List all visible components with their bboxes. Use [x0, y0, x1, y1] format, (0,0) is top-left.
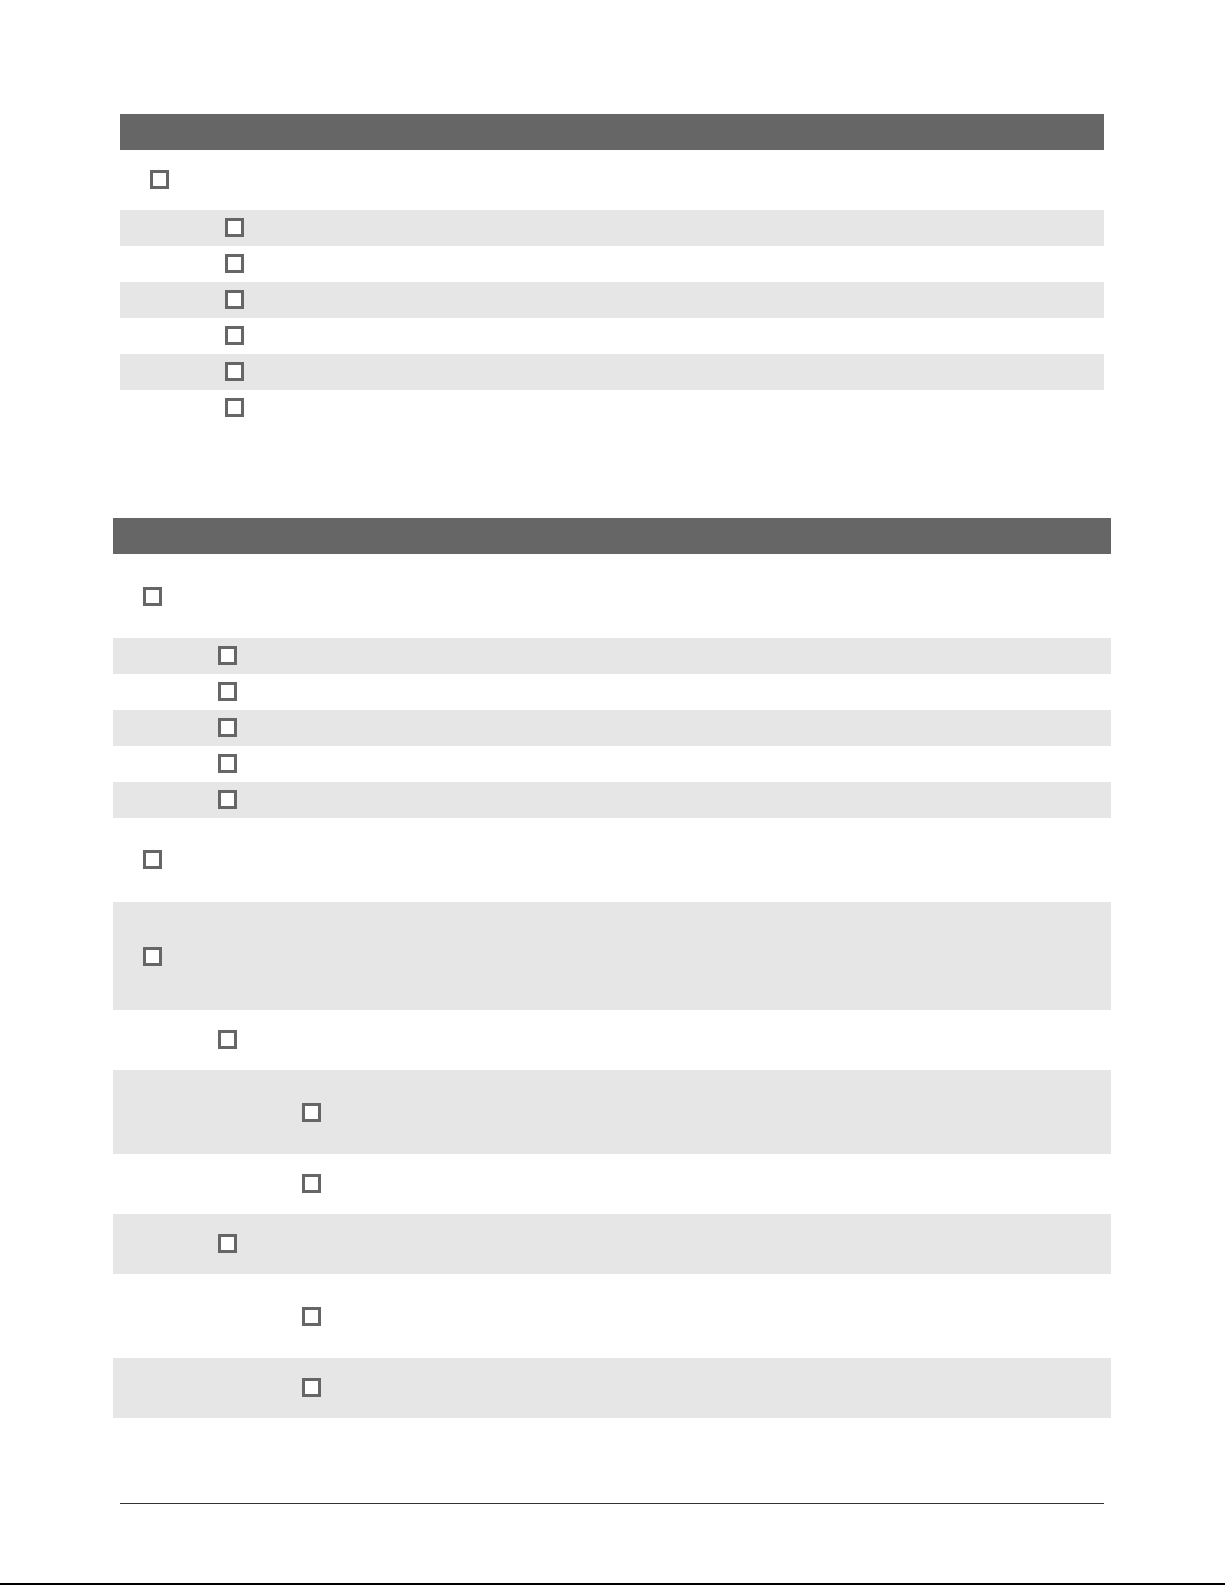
checkbox-icon[interactable] — [150, 170, 169, 189]
checkbox-icon[interactable] — [225, 290, 244, 309]
checklist-row — [120, 210, 1104, 246]
checklist-row — [113, 1274, 1111, 1358]
checkbox-icon[interactable] — [302, 1103, 321, 1122]
checklist-row — [120, 246, 1104, 282]
checklist-row — [113, 1070, 1111, 1154]
checklist-row — [113, 818, 1111, 902]
checklist-row — [113, 554, 1111, 638]
checklist-row — [113, 1358, 1111, 1418]
checkbox-icon[interactable] — [225, 254, 244, 273]
checkbox-icon[interactable] — [225, 218, 244, 237]
checklist-row — [113, 710, 1111, 746]
checklist-row — [120, 318, 1104, 354]
checklist-row — [113, 638, 1111, 674]
checklist-row — [113, 902, 1111, 1010]
checklist-row — [113, 746, 1111, 782]
checkbox-icon[interactable] — [225, 398, 244, 417]
checklist-row — [113, 1214, 1111, 1274]
checklist-row — [113, 674, 1111, 710]
footer-divider — [120, 1503, 1104, 1504]
checklist-row — [113, 1154, 1111, 1214]
checkbox-icon[interactable] — [143, 587, 162, 606]
checkbox-icon[interactable] — [218, 718, 237, 737]
section-2-header — [113, 518, 1111, 554]
checklist-row — [113, 782, 1111, 818]
checkbox-icon[interactable] — [302, 1174, 321, 1193]
checkbox-icon[interactable] — [225, 326, 244, 345]
checkbox-icon[interactable] — [143, 947, 162, 966]
checklist-row — [120, 282, 1104, 318]
checkbox-icon[interactable] — [218, 646, 237, 665]
checklist-row — [113, 1010, 1111, 1070]
checklist-row — [120, 390, 1104, 426]
checkbox-icon[interactable] — [302, 1307, 321, 1326]
checklist-row — [120, 354, 1104, 390]
checkbox-icon[interactable] — [143, 850, 162, 869]
section-1-header — [120, 114, 1104, 150]
checkbox-icon[interactable] — [302, 1378, 321, 1397]
checkbox-icon[interactable] — [218, 1030, 237, 1049]
checkbox-icon[interactable] — [218, 1234, 237, 1253]
checkbox-icon[interactable] — [218, 682, 237, 701]
checkbox-icon[interactable] — [218, 790, 237, 809]
checkbox-icon[interactable] — [225, 362, 244, 381]
checkbox-icon[interactable] — [218, 754, 237, 773]
checklist-row — [120, 150, 1104, 210]
